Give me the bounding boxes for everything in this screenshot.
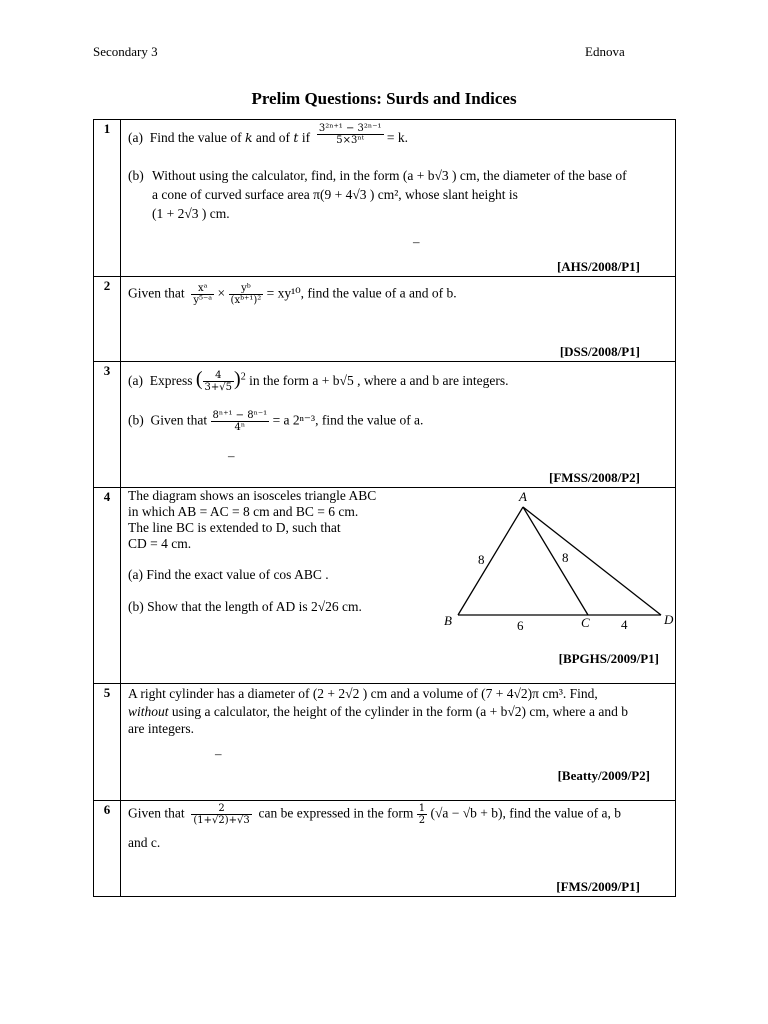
question-text-line: The line BC is extended to D, such that <box>128 520 341 535</box>
question-source: [FMS/2009/P1] <box>556 879 640 894</box>
part-b-line-2: a cone of curved surface area π(9 + 4√3 ) cm², whose slant height is <box>152 187 518 202</box>
numerator: 3²ⁿ⁺¹ − 3²ⁿ⁻¹ <box>318 123 382 135</box>
question-text: = a 2ⁿ⁻³, find the value of a. <box>272 412 424 428</box>
mark-dash: – <box>413 234 420 249</box>
question-text: Given that <box>128 285 185 301</box>
question-row-5 <box>94 684 676 801</box>
vertex-d-label: D <box>664 612 674 627</box>
question-text: and of <box>255 130 291 145</box>
numerator: 1 <box>418 803 426 814</box>
question-row-4 <box>94 488 676 684</box>
side-ad <box>523 507 661 615</box>
vertex-a-label: A <box>519 490 527 504</box>
length-ac-label: 8 <box>562 550 569 565</box>
part-a: (a) Find the exact value of cos ABC . <box>128 567 329 582</box>
question-body <box>121 488 676 684</box>
denominator: (xᵇ⁺¹)² <box>230 295 262 306</box>
part-a: (a) Express ( $\frac{4}{3+√5}$ )$^2$ in the form a + b√5 , where a and b are integers. <box>128 368 509 394</box>
question-row-2 <box>94 277 676 362</box>
fraction <box>191 803 251 826</box>
numerator: 4 <box>203 370 234 382</box>
question-source: [DSS/2008/P1] <box>559 344 640 359</box>
numerator: yᵇ <box>229 283 264 295</box>
question-text: Find the value of <box>149 130 242 145</box>
question-number: 2 <box>94 277 121 362</box>
denominator: 4ⁿ <box>234 422 246 433</box>
question-source: [FMSS/2008/P2] <box>549 470 640 485</box>
question-text-line <box>128 803 621 826</box>
question-body <box>121 684 676 801</box>
question-number: 3 <box>94 362 121 488</box>
side-ac <box>523 507 588 615</box>
question-text: using a calculator, the height of the cylinder in the form (a + b√2) cm, where a and b <box>168 704 628 719</box>
question-text: (√a − √b + b), find the value of a, b <box>430 805 621 821</box>
denominator: (1+√2)+√3 <box>193 815 250 826</box>
question-source: [Beatty/2009/P2] <box>557 768 650 783</box>
numerator: 2 <box>191 803 251 815</box>
question-text-line: in which AB = AC = 8 cm and BC = 6 cm. <box>128 504 359 519</box>
question-source: [AHS/2008/P1] <box>556 259 640 274</box>
question-body <box>121 801 676 897</box>
length-ab-label: 8 <box>478 552 485 567</box>
question-number: 5 <box>94 684 121 801</box>
question-body <box>121 277 676 362</box>
denominator: y⁵⁻ᵃ <box>193 295 213 306</box>
part-b-line-3: (1 + 2√3 ) cm. <box>152 206 230 221</box>
question-body <box>121 120 676 277</box>
question-text-line: are integers. <box>128 721 194 736</box>
question-text-line: A right cylinder has a diameter of (2 + 2√2 ) cm and a volume of (7 + 4√2)π cm³. Find, <box>128 686 598 701</box>
vertex-b-label: B <box>444 613 452 628</box>
question-number: 6 <box>94 801 121 897</box>
question-text: if <box>301 130 311 145</box>
question-text-line: and c. <box>128 835 161 850</box>
part-b-line-1: Without using the calculator, find, in the form (a + b√3 ) cm, the diameter of the base of <box>152 168 627 183</box>
question-text: in the form a + b√5 , where a and b are integers. <box>249 373 509 388</box>
part-b <box>128 410 423 433</box>
mark-dash: – <box>215 746 222 761</box>
question-text: can be expressed in the form <box>258 805 414 821</box>
question-text: Given that <box>128 805 185 821</box>
vertex-c-label: C <box>581 615 590 630</box>
fraction <box>229 283 264 306</box>
fraction-half <box>417 803 427 826</box>
fraction <box>203 370 234 393</box>
mark-dash: – <box>228 448 235 463</box>
math-var: t <box>293 130 299 145</box>
part-b-label: (b) <box>128 168 144 183</box>
question-text: Express <box>149 373 193 388</box>
length-cd-label: 4 <box>621 617 628 632</box>
page-title: Prelim Questions: Surds and Indices <box>251 89 517 108</box>
math-op: × <box>217 285 226 301</box>
part-label: (b) <box>128 412 144 428</box>
emphasis-text: without <box>128 704 169 719</box>
question-text-line <box>128 704 628 720</box>
question-source: [BPGHS/2009/P1] <box>558 651 659 666</box>
triangle-diagram <box>408 490 678 640</box>
question-row-6 <box>94 801 676 897</box>
questions-table <box>93 119 676 897</box>
fraction <box>317 123 384 146</box>
math-var: k <box>244 130 253 145</box>
header-left: Secondary 3 <box>93 44 158 59</box>
length-bc-label: 6 <box>517 618 524 633</box>
math-expr: = k. <box>386 130 409 145</box>
question-number: 1 <box>94 120 121 277</box>
question-number: 4 <box>94 488 121 684</box>
question-text-line: The diagram shows an isosceles triangle ABC <box>128 488 377 503</box>
question-row-3 <box>94 362 676 488</box>
part-label: (a) <box>128 130 143 145</box>
fraction <box>211 410 270 433</box>
fraction <box>191 283 214 306</box>
question-body <box>121 362 676 488</box>
question-text-line <box>128 283 457 306</box>
question-text: Given that <box>150 412 208 428</box>
numerator: 8ⁿ⁺¹ − 8ⁿ⁻¹ <box>212 410 268 421</box>
header-right: Ednova <box>585 44 625 59</box>
denominator: 3+√5 <box>204 382 233 394</box>
numerator: xᵃ <box>191 283 214 295</box>
part-b: (b) Show that the length of AD is 2√26 cm. <box>128 599 362 614</box>
question-text-line: CD = 4 cm. <box>128 536 192 551</box>
denominator: 5×3ⁿᵗ <box>336 135 365 147</box>
side-ab <box>458 507 523 615</box>
part-label: (a) <box>128 373 143 388</box>
part-a <box>128 123 409 147</box>
question-row-1 <box>94 120 676 277</box>
question-text: = xy¹⁰, find the value of a and of b. <box>266 285 457 301</box>
denominator: 2 <box>418 815 426 826</box>
